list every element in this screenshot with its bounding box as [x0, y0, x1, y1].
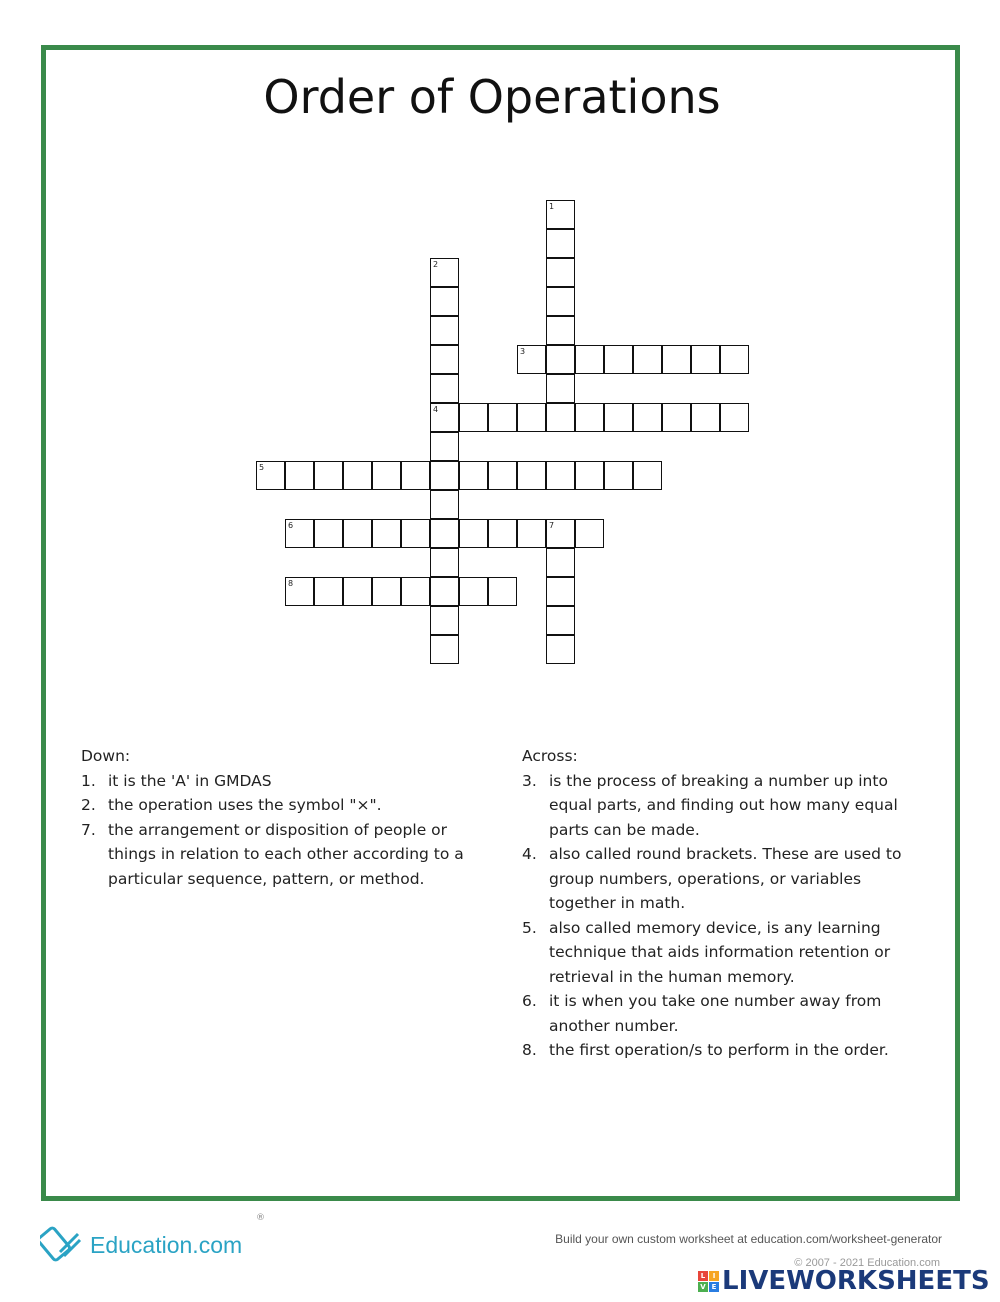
crossword-cell[interactable]: [546, 374, 575, 403]
clue-across-8: [522, 1038, 922, 1063]
crossword-cell[interactable]: [546, 200, 575, 229]
crossword-cell[interactable]: [575, 345, 604, 374]
clue-across-4: [522, 842, 922, 916]
clue-number: 6.: [522, 992, 537, 1010]
page-title: Order of Operations: [263, 70, 721, 124]
registered-mark: ®: [256, 1213, 265, 1223]
crossword-cell[interactable]: [575, 461, 604, 490]
crossword-cell[interactable]: [430, 490, 459, 519]
pencil-logo-icon: [40, 1222, 84, 1268]
cell-number: 7: [549, 521, 555, 530]
crossword-cell[interactable]: [430, 374, 459, 403]
down-heading: Down:: [81, 747, 131, 765]
crossword-cell[interactable]: [546, 548, 575, 577]
crossword-cell[interactable]: [691, 345, 720, 374]
crossword-cell[interactable]: [720, 403, 749, 432]
crossword-cell[interactable]: [575, 403, 604, 432]
crossword-cell[interactable]: [430, 432, 459, 461]
brand-name: Education.com: [90, 1231, 243, 1258]
crossword-cell[interactable]: [546, 345, 575, 374]
clue-number: 8.: [522, 1041, 537, 1059]
clue-number: 7.: [81, 820, 96, 839]
clue-text: also called round brackets. These are used to group numbers, operations, or variables together in math.: [549, 845, 902, 912]
clue-text: is the process of breaking a number up into equal parts, and finding out how many equal parts can be made.: [549, 771, 898, 839]
crossword-cell[interactable]: [372, 461, 401, 490]
crossword-cell[interactable]: [401, 461, 430, 490]
crossword-cell[interactable]: [285, 577, 314, 606]
crossword-cell[interactable]: [604, 345, 633, 374]
crossword-cell[interactable]: [430, 461, 459, 490]
crossword-cell[interactable]: [604, 461, 633, 490]
crossword-cell[interactable]: [430, 548, 459, 577]
crossword-cell[interactable]: [633, 461, 662, 490]
crossword-cell[interactable]: [517, 461, 546, 490]
clue-number: 4.: [522, 845, 537, 863]
crossword-cell[interactable]: [343, 577, 372, 606]
cell-number: 1: [549, 202, 555, 211]
crossword-cell[interactable]: [430, 403, 459, 432]
crossword-cell[interactable]: [488, 577, 517, 606]
crossword-cell[interactable]: [372, 577, 401, 606]
lw-block-e: E: [709, 1282, 719, 1292]
crossword-cell[interactable]: [546, 403, 575, 432]
crossword-cell[interactable]: [401, 519, 430, 548]
clue-number: 2.: [81, 796, 96, 814]
crossword-cell[interactable]: [488, 519, 517, 548]
clue-text: it is when you take one number away from another number.: [549, 992, 882, 1035]
crossword-cell[interactable]: [430, 519, 459, 548]
crossword-cell[interactable]: [546, 229, 575, 258]
clue-number: 5.: [522, 918, 537, 937]
crossword-cell[interactable]: [459, 577, 488, 606]
clue-across-3: [522, 769, 922, 843]
cell-number: 6: [288, 521, 294, 530]
copyright-text: © 2007 - 2021 Education.com: [794, 1257, 940, 1269]
crossword-cell[interactable]: [488, 461, 517, 490]
across-heading: Across:: [522, 747, 578, 765]
crossword-cell[interactable]: [633, 403, 662, 432]
crossword-cell[interactable]: [517, 519, 546, 548]
clue-text: the arrangement or disposition of people or things in relation to each other according to a particular sequence, pattern, or method.: [108, 820, 464, 888]
crossword-cell[interactable]: [430, 258, 459, 287]
crossword-cell[interactable]: [459, 519, 488, 548]
crossword-cell[interactable]: [285, 461, 314, 490]
crossword-cell[interactable]: [314, 519, 343, 548]
liveworksheets-text: LIVEWORKSHEETS: [722, 1266, 990, 1296]
crossword-cell[interactable]: [285, 519, 314, 548]
crossword-cell[interactable]: [691, 403, 720, 432]
crossword-cell[interactable]: [546, 316, 575, 345]
crossword-cell[interactable]: [546, 519, 575, 548]
crossword-cell[interactable]: [662, 345, 691, 374]
crossword-cell[interactable]: [546, 258, 575, 287]
crossword-cell[interactable]: [430, 577, 459, 606]
clue-down-2: [81, 793, 481, 818]
clue-across-6: [522, 989, 922, 1038]
cell-number: 4: [433, 405, 439, 414]
crossword-cell[interactable]: [314, 461, 343, 490]
crossword-cell[interactable]: [430, 316, 459, 345]
crossword-cell[interactable]: [546, 287, 575, 316]
crossword-cell[interactable]: [633, 345, 662, 374]
cell-number: 2: [433, 260, 439, 269]
lw-block-v: V: [698, 1282, 708, 1292]
across-clues: [522, 744, 922, 1063]
clue-text: it is the 'A' in GMDAS: [108, 771, 272, 790]
lw-block-i: I: [709, 1271, 719, 1281]
cell-number: 5: [259, 463, 265, 472]
liveworksheets-logo[interactable]: [698, 1266, 990, 1296]
crossword-cell[interactable]: [430, 606, 459, 635]
crossword-cell[interactable]: [430, 287, 459, 316]
crossword-cell[interactable]: [343, 519, 372, 548]
crossword-cell[interactable]: [517, 345, 546, 374]
clue-number: 3.: [522, 771, 537, 790]
crossword-cell[interactable]: [401, 577, 430, 606]
liveworksheets-blocks-icon: [698, 1271, 719, 1292]
crossword-cell[interactable]: [488, 403, 517, 432]
crossword-cell[interactable]: [575, 519, 604, 548]
crossword-cell[interactable]: [430, 345, 459, 374]
crossword-cell[interactable]: [256, 461, 285, 490]
crossword-cell[interactable]: [517, 403, 546, 432]
build-worksheet-link[interactable]: Build your own custom worksheet at education.com/worksheet-generator: [555, 1232, 942, 1246]
cell-number: 3: [520, 347, 526, 356]
clue-text: the operation uses the symbol "×".: [108, 796, 382, 814]
crossword-cell[interactable]: [662, 403, 691, 432]
crossword-cell[interactable]: [546, 577, 575, 606]
down-clues: [81, 744, 481, 891]
crossword-cell[interactable]: [459, 461, 488, 490]
crossword-cell[interactable]: [546, 606, 575, 635]
clue-number: 1.: [81, 771, 96, 790]
crossword-cell[interactable]: [459, 403, 488, 432]
crossword-cell[interactable]: [604, 403, 633, 432]
lw-block-l: L: [698, 1271, 708, 1281]
crossword-cell[interactable]: [314, 577, 343, 606]
clue-down-1: [81, 769, 481, 794]
crossword-cell[interactable]: [720, 345, 749, 374]
crossword-cell[interactable]: [546, 461, 575, 490]
crossword-cell[interactable]: [430, 635, 459, 664]
crossword-cell[interactable]: [372, 519, 401, 548]
cell-number: 8: [288, 579, 294, 588]
education-logo[interactable]: [40, 1222, 242, 1268]
clue-down-7: [81, 818, 481, 892]
crossword-cell[interactable]: [343, 461, 372, 490]
clue-text: also called memory device, is any learning technique that aids information retention or retrieval in the human memory.: [549, 918, 891, 986]
clue-text: the first operation/s to perform in the order.: [549, 1041, 889, 1059]
clue-across-5: [522, 916, 922, 990]
crossword-cell[interactable]: [546, 635, 575, 664]
